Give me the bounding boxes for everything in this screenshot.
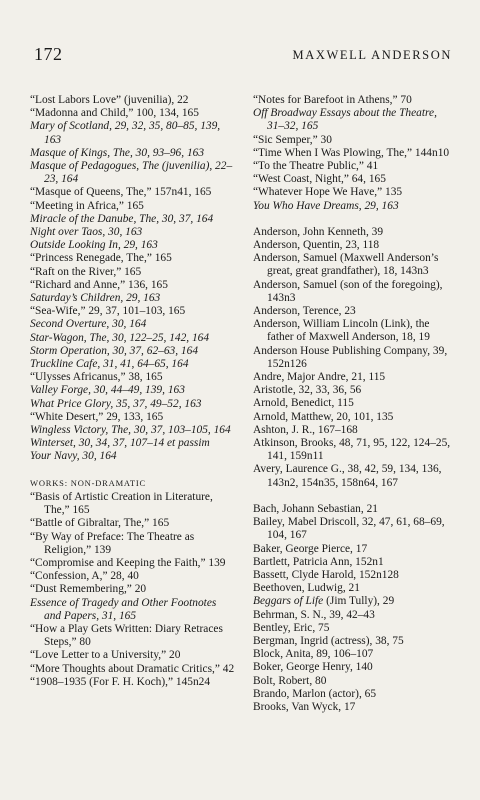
index-entry: “Raft on the River,” 165 <box>30 265 142 278</box>
index-entry: Miracle of the Danube, The, 30, 37, 164 <box>30 212 214 225</box>
running-head: MAXWELL ANDERSON <box>292 48 452 62</box>
index-entry: “Confession, A,” 28, 40 <box>30 570 139 583</box>
index-entry: Bergman, Ingrid (actress), 38, 75 <box>253 634 404 647</box>
index-entry: Winterset, 30, 34, 37, 107–14 et passim <box>30 437 210 450</box>
index-entry: What Price Glory, 35, 37, 49–52, 163 <box>30 397 202 410</box>
index-entry: Brooks, Van Wyck, 17 <box>253 700 356 713</box>
index-entry: “Love Letter to a University,” 20 <box>30 649 181 662</box>
index-entry: Off Broadway Essays about the Theatre, 31–32, 165 <box>253 107 437 133</box>
index-entry: You Who Have Dreams, 29, 163 <box>253 199 399 212</box>
index-entry: Anderson, Quentin, 23, 118 <box>253 239 380 252</box>
index-column-right <box>253 94 455 714</box>
index-entry: Baker, George Pierce, 17 <box>253 542 368 555</box>
index-entry: Your Navy, 30, 164 <box>30 450 117 463</box>
index-entry: Bolt, Robert, 80 <box>253 674 327 687</box>
index-entry: Valley Forge, 30, 44–49, 139, 163 <box>30 384 185 397</box>
index-entry: Anderson, Samuel (son of the foregoing), 143n3 <box>253 278 443 304</box>
index-entry: Anderson House Publishing Company, 39, 152n126 <box>253 344 448 370</box>
index-entry: “Basis of Artistic Creation in Literature, The,” 165 <box>30 490 213 517</box>
index-entry: Storm Operation, 30, 37, 62–63, 164 <box>30 344 199 357</box>
index-entry: Masque of Pedagogues, The (juvenilia), 22–23, 164 <box>30 160 233 186</box>
index-entry: “Meeting in Africa,” 165 <box>30 199 144 212</box>
index-entry: Outside Looking In, 29, 163 <box>30 239 158 252</box>
index-entry: Second Overture, 30, 164 <box>30 318 147 331</box>
index-entry: Anderson, John Kenneth, 39 <box>253 225 384 238</box>
index-entry: “By Way of Preface: The Theatre as Religion,” 139 <box>30 530 195 556</box>
index-entry: “1908–1935 (For F. H. Koch),” 145n24 <box>30 675 211 688</box>
index-entry: Anderson, William Lincoln (Link), the father of Maxwell Anderson, 18, 19 <box>253 318 430 344</box>
index-entry: Ashton, J. R., 167–168 <box>253 423 358 436</box>
index-entry: “Lost Labors Love” (juvenilia), 22 <box>30 94 189 106</box>
index-entry: “Richard and Anne,” 136, 165 <box>30 278 168 291</box>
index-entry: Beggars of Life (Jim Tully), 29 <box>253 595 395 608</box>
index-entry: Star-Wagon, The, 30, 122–25, 142, 164 <box>30 331 210 344</box>
index-entry: “White Desert,” 29, 133, 165 <box>30 410 164 423</box>
index-entry: “How a Play Gets Written: Diary Retraces Steps,” 80 <box>30 622 223 649</box>
index-entry: “Notes for Barefoot in Athens,” 70 <box>253 94 412 106</box>
index-entry: “Battle of Gibraltar, The,” 165 <box>30 517 170 530</box>
index-column-left <box>30 94 235 689</box>
index-entry: Bentley, Eric, 75 <box>253 621 330 634</box>
index-entry: Anderson, Samuel (Maxwell Anderson’s great, great grandfather), 18, 143n3 <box>253 252 439 278</box>
index-entry: Saturday’s Children, 29, 163 <box>30 292 161 305</box>
index-entry: “Whatever Hope We Have,” 135 <box>253 186 403 199</box>
index-entry: “More Thoughts about Dramatic Critics,” 42 <box>30 662 235 675</box>
index-entry: “Ulysses Africanus,” 38, 165 <box>30 371 163 384</box>
index-entry: Arnold, Matthew, 20, 101, 135 <box>253 410 394 423</box>
index-entry: Masque of Kings, The, 30, 93–96, 163 <box>30 146 205 159</box>
index-entry: Mary of Scotland, 29, 32, 35, 80–85, 139, 163 <box>30 120 221 146</box>
index-entry: Aristotle, 32, 33, 36, 56 <box>253 384 362 397</box>
index-entry: Behrman, S. N., 39, 42–43 <box>253 608 375 621</box>
index-entry: Andre, Major Andre, 21, 115 <box>253 371 386 384</box>
index-entry: Block, Anita, 89, 106–107 <box>253 648 374 661</box>
index-entry: “Princess Renegade, The,” 165 <box>30 252 172 265</box>
index-entry: Essence of Tragedy and Other Footnotes and Papers, 31, 165 <box>30 596 217 622</box>
index-entry: “Sic Semper,” 30 <box>253 133 332 146</box>
index-entry: Truckline Cafe, 31, 41, 64–65, 164 <box>30 358 189 371</box>
index-entry: Bartlett, Patricia Ann, 152n1 <box>253 555 384 568</box>
index-entry: “Sea-Wife,” 29, 37, 101–103, 165 <box>30 305 186 318</box>
index-entry: Beethoven, Ludwig, 21 <box>253 582 360 595</box>
index-entry: “Masque of Queens, The,” 157n41, 165 <box>30 186 212 199</box>
page-number: 172 <box>34 44 63 64</box>
index-entry: Boker, George Henry, 140 <box>253 661 373 674</box>
index-entry: Brando, Marlon (actor), 65 <box>253 687 377 700</box>
index-entry: “Madonna and Child,” 100, 134, 165 <box>30 107 199 120</box>
index-entry: “Compromise and Keeping the Faith,” 139 <box>30 556 226 569</box>
index-entry: Bassett, Clyde Harold, 152n128 <box>253 568 399 581</box>
index-entry-list <box>30 94 235 464</box>
index-entry: “West Coast, Night,” 64, 165 <box>253 173 386 186</box>
index-entry: Bailey, Mabel Driscoll, 32, 47, 61, 68–69, 104, 167 <box>253 516 445 542</box>
index-entry: Atkinson, Brooks, 48, 71, 95, 122, 124–25, 141, 159n11 <box>253 437 451 463</box>
index-entry: Arnold, Benedict, 115 <box>253 397 354 410</box>
index-entry: “Time When I Was Plowing, The,” 144n10 <box>253 146 450 159</box>
section-subhead: WORKS: NON-DRAMATIC <box>30 477 147 488</box>
index-entry: Avery, Laurence G., 38, 42, 59, 134, 136, 143n2, 154n35, 158n64, 167 <box>253 463 442 489</box>
index-entry-list <box>253 94 455 714</box>
index-entry: “Dust Remembering,” 20 <box>30 583 147 596</box>
index-entry: Night over Taos, 30, 163 <box>30 226 143 239</box>
index-entry-list-nondramatic <box>30 491 235 689</box>
index-entry: “To the Theatre Public,” 41 <box>253 160 379 173</box>
index-entry: Anderson, Terence, 23 <box>253 305 356 318</box>
index-entry: Wingless Victory, The, 30, 37, 103–105, 164 <box>30 424 231 437</box>
index-entry: Bach, Johann Sebastian, 21 <box>253 502 378 515</box>
